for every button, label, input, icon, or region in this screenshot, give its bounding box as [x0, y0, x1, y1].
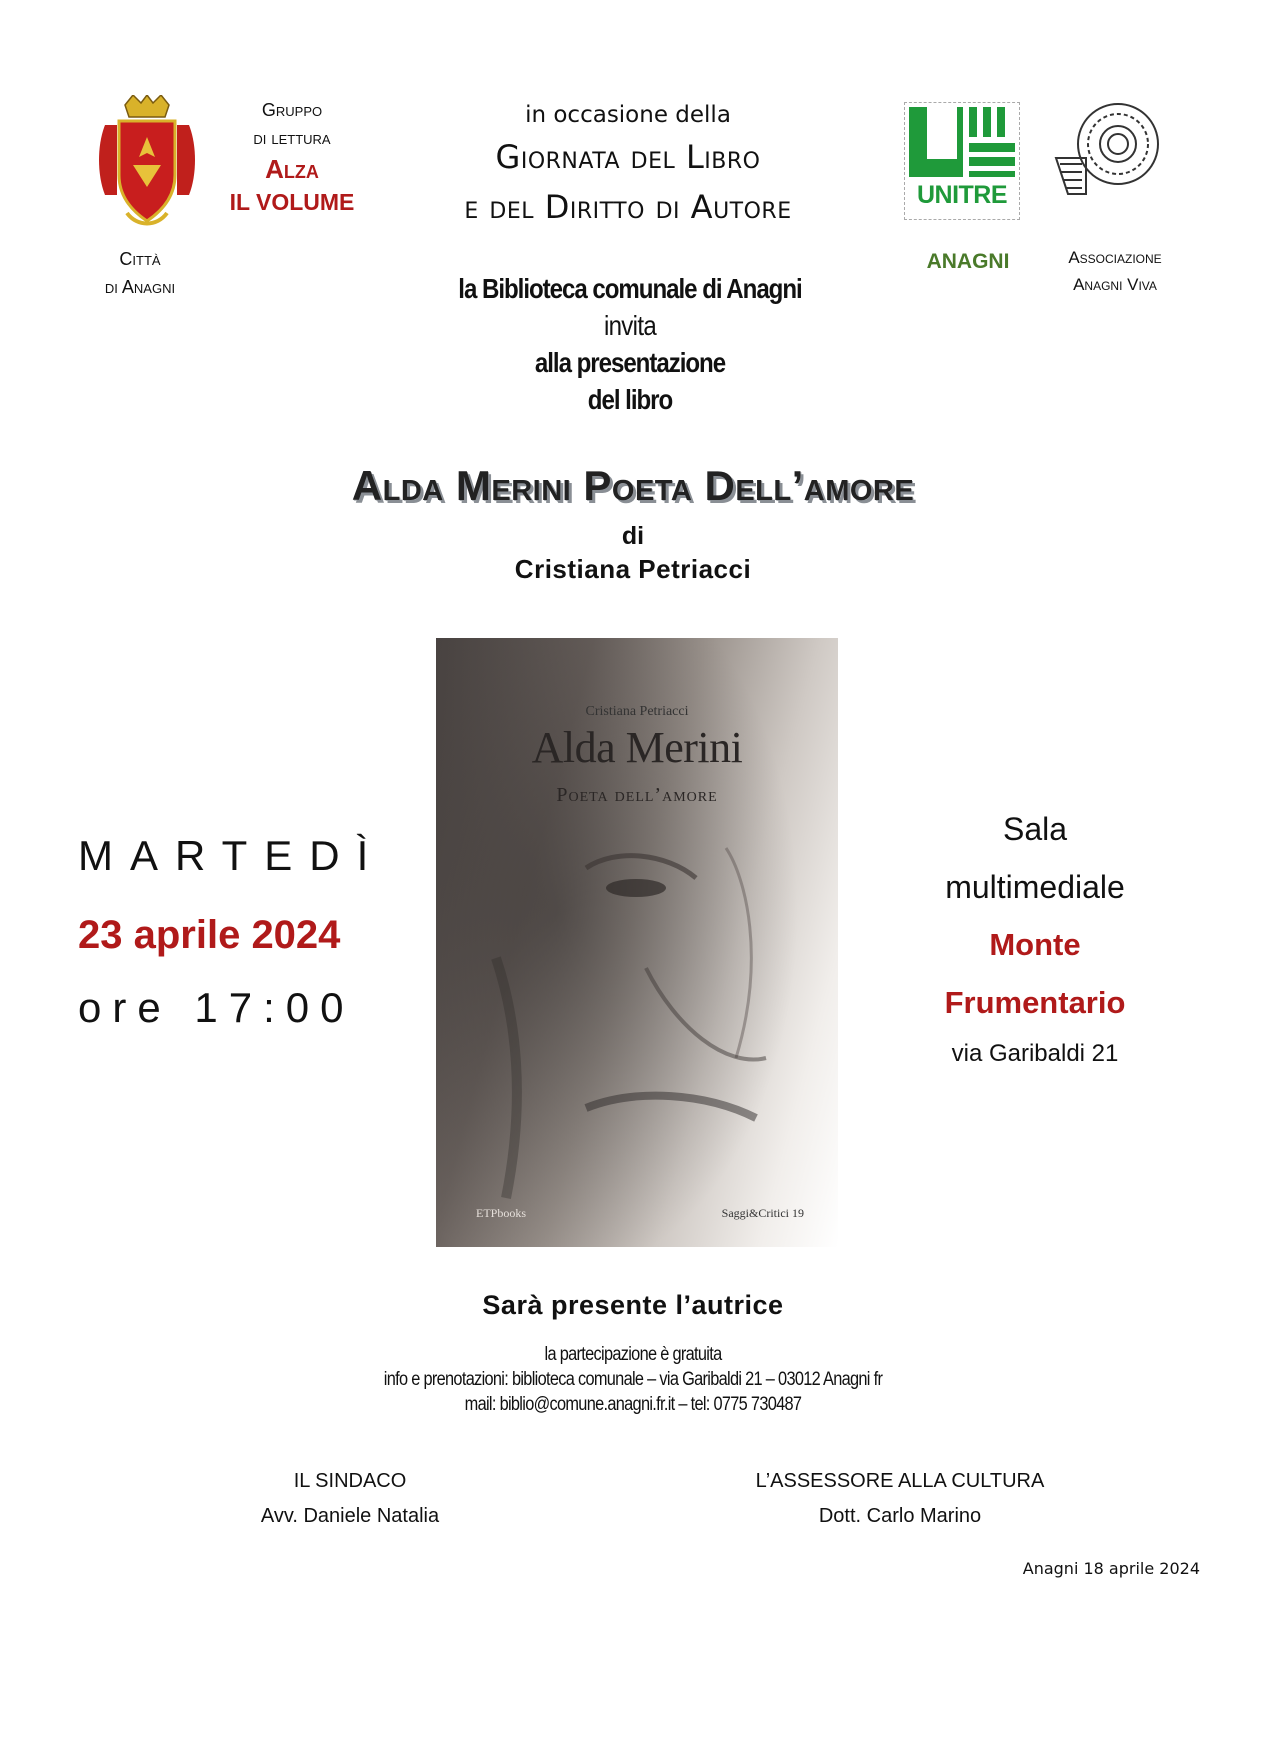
assessore-title: L’ASSESSORE ALLA CULTURA — [755, 1470, 1045, 1492]
citta-line: di Anagni — [104, 277, 176, 297]
occasione-heading — [400, 98, 856, 232]
invite-line: la Biblioteca comunale di Anagni — [458, 273, 802, 304]
citta-anagni-crest-icon — [97, 95, 197, 235]
citta-anagni-label — [80, 245, 200, 301]
venue-block — [905, 800, 1165, 1076]
event-time: ore 17:00 — [78, 984, 355, 1031]
cover-author: Cristiana Petriacci — [585, 704, 689, 719]
assessore-signature — [700, 1464, 1100, 1534]
book-di: di — [621, 522, 645, 550]
invite-line: alla presentazione — [534, 347, 726, 378]
book-cover-image — [436, 638, 838, 1247]
venue-name: Frumentario — [944, 985, 1126, 1020]
invite-block — [330, 270, 930, 418]
invite-line: del libro — [587, 384, 673, 415]
venue-name: Monte — [989, 927, 1081, 962]
sindaco-title: IL SINDACO — [293, 1470, 407, 1492]
unitre-logo — [904, 102, 1020, 220]
occasione-intro: in occasione della — [525, 102, 731, 128]
associazione-label — [1040, 244, 1190, 298]
cover-series: Saggi&Critici 19 — [721, 1206, 804, 1220]
invite-line: invita — [603, 310, 657, 341]
gruppo-lettura-label — [222, 96, 362, 218]
gruppo-alza: Alza — [265, 154, 319, 184]
info-line: mail: biblio@comune.anagni.fr.it – tel: 0775 730487 — [464, 1394, 802, 1415]
associazione-line: Anagni Viva — [1073, 275, 1157, 294]
author-present-note: Sarà presente l’autrice — [482, 1290, 784, 1320]
gruppo-volume: IL VOLUME — [229, 189, 355, 215]
cover-subtitle: Poeta dell’amore — [556, 784, 718, 806]
cover-publisher: ETPbooks — [476, 1206, 527, 1220]
gruppo-line: di lettura — [253, 128, 331, 148]
cover-title: Alda Merini — [531, 723, 743, 772]
unitre-label: UNITRE — [916, 181, 1008, 209]
venue-line: Sala — [1002, 811, 1068, 847]
citta-line: Città — [119, 249, 161, 269]
info-line: la partecipazione è gratuita — [544, 1344, 722, 1365]
sindaco-signature — [200, 1464, 500, 1534]
occasione-line-1: Giornata del Libro — [495, 138, 761, 176]
sindaco-name: Avv. Daniele Natalia — [260, 1505, 440, 1527]
info-line: info e prenotazioni: biblioteca comunale – via Garibaldi 21 – 03012 Anagni fr — [383, 1369, 883, 1390]
assessore-name: Dott. Carlo Marino — [818, 1505, 982, 1527]
book-title: Alda Merini Poeta Dell’amore — [351, 462, 915, 509]
event-day: MARTEDÌ — [78, 832, 386, 879]
book-author: Cristiana Petriacci — [514, 554, 752, 584]
occasione-line-2: e del Diritto di Autore — [464, 188, 792, 226]
venue-line: multimediale — [945, 869, 1125, 905]
event-date: 23 aprile 2024 — [78, 913, 341, 957]
anagni-viva-logo-icon — [1046, 98, 1176, 198]
venue-address: via Garibaldi 21 — [951, 1040, 1119, 1067]
dateline: Anagni 18 aprile 2024 — [1022, 1559, 1200, 1578]
associazione-line: Associazione — [1068, 248, 1162, 267]
unitre-city: ANAGNI — [926, 250, 1010, 273]
info-block — [233, 1342, 1033, 1417]
gruppo-line: Gruppo — [261, 100, 323, 120]
